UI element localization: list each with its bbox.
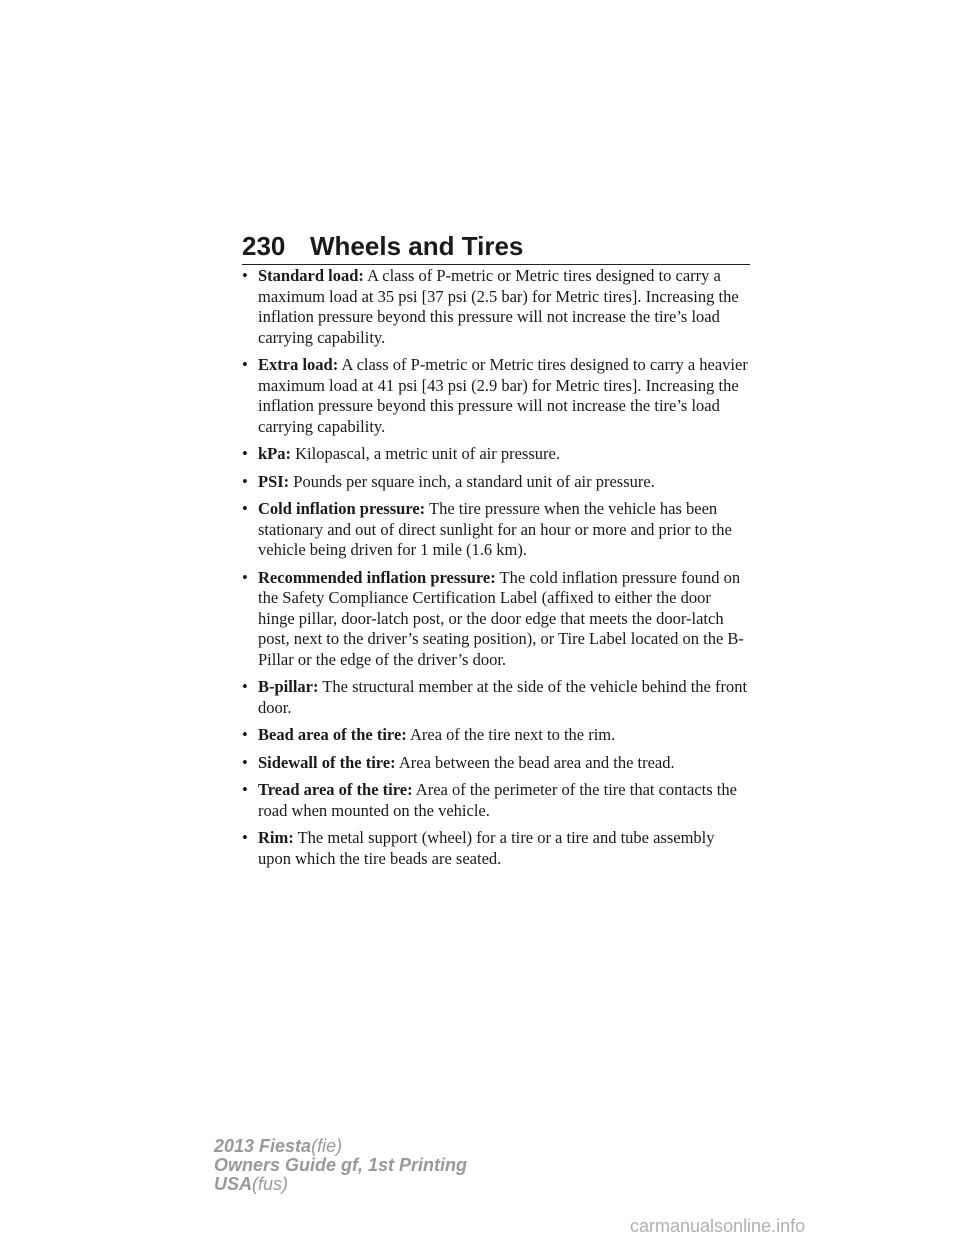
definition-term: Rim: (258, 828, 294, 847)
bullet-icon: • (242, 266, 248, 285)
definition-term: kPa: (258, 444, 291, 463)
bullet-icon: • (242, 677, 248, 696)
footer-market: USA (214, 1174, 253, 1194)
page-header (242, 226, 750, 265)
definition-item (242, 568, 750, 671)
bullet-icon: • (242, 780, 248, 799)
bullet-icon: • (242, 567, 248, 587)
section-title: Wheels and Tires (310, 231, 524, 261)
definition-term: B-pillar: (258, 677, 319, 696)
definition-text: The cold inflation pressure found on the Safety Compliance Certification Label (affixed to either the door hinge pillar, door-latch post, or the door edge that meets the door-latch post, next to the driver’s seating position), or Tire Label located on the B-Pillar or the edge of the driver’s door. (258, 567, 744, 669)
definition-term: Cold inflation pressure: (258, 499, 426, 518)
definition-term: Extra load: (258, 355, 339, 374)
footer-line-guide: Owners Guide gf, 1st Printing (214, 1155, 468, 1175)
definition-item (242, 725, 750, 746)
definition-item (242, 499, 750, 561)
footer-line-market (214, 1175, 467, 1194)
bullet-icon: • (242, 828, 248, 847)
definitions-list (242, 266, 750, 876)
bullet-icon: • (242, 444, 248, 463)
definition-text: The structural member at the side of the vehicle behind the front door. (258, 677, 748, 717)
definition-text: Area of the tire next to the rim. (410, 725, 616, 744)
footer-line-model (214, 1137, 467, 1156)
footer-market-code: (fus) (252, 1174, 289, 1194)
definition-text: A class of P-metric or Metric tires designed to carry a maximum load at 35 psi [37 psi (2.5 bar) for Metric tires]. Increasing the inflation pressure beyond this pressure will not increase the tire’s load carrying capability. (258, 266, 739, 347)
definition-item (242, 444, 750, 465)
definition-item (242, 266, 750, 348)
definition-text: The metal support (wheel) for a tire or a tire and tube assembly upon which the tire beads are seated. (258, 828, 715, 868)
definition-item (242, 828, 750, 869)
definition-term: Standard load: (258, 266, 364, 285)
footer-model-code: (fie) (311, 1136, 343, 1156)
definition-term: Recommended inflation pressure: (258, 567, 496, 587)
definition-term: Tread area of the tire: (258, 780, 413, 799)
definition-text: Area between the bead area and the tread. (398, 752, 675, 772)
bullet-icon: • (242, 752, 248, 772)
definition-item (242, 472, 750, 493)
definition-text: A class of P-metric or Metric tires designed to carry a heavier maximum load at 41 psi [43 psi (2.9 bar) for Metric tires]. Increasing the inflation pressure beyond this pressure will not increase the tire’s load carrying capability. (258, 355, 748, 436)
footer-model: 2013 Fiesta (214, 1136, 312, 1156)
bullet-icon: • (242, 355, 248, 374)
definition-item (242, 355, 750, 437)
bullet-icon: • (242, 471, 248, 491)
page-number: 230 (242, 231, 286, 261)
bullet-icon: • (242, 499, 248, 518)
bullet-icon: • (242, 725, 248, 744)
definition-text: Kilopascal, a metric unit of air pressure. (295, 444, 560, 463)
definition-item (242, 753, 750, 774)
definition-text: The tire pressure when the vehicle has been stationary and out of direct sunlight for an hour or more and prior to the vehicle being driven for 1 mile (1.6 km). (258, 499, 732, 559)
definition-text: Area of the perimeter of the tire that contacts the road when mounted on the vehicle. (258, 780, 737, 820)
definition-term: Bead area of the tire: (258, 725, 407, 744)
print-footer (214, 1137, 467, 1194)
definition-item (242, 780, 750, 821)
definition-term: Sidewall of the tire: (258, 752, 396, 772)
definition-term: PSI: (258, 471, 290, 491)
watermark: carmanualsonline.info (630, 1216, 806, 1236)
definition-item (242, 677, 750, 718)
definition-text: Pounds per square inch, a standard unit of air pressure. (293, 471, 655, 491)
